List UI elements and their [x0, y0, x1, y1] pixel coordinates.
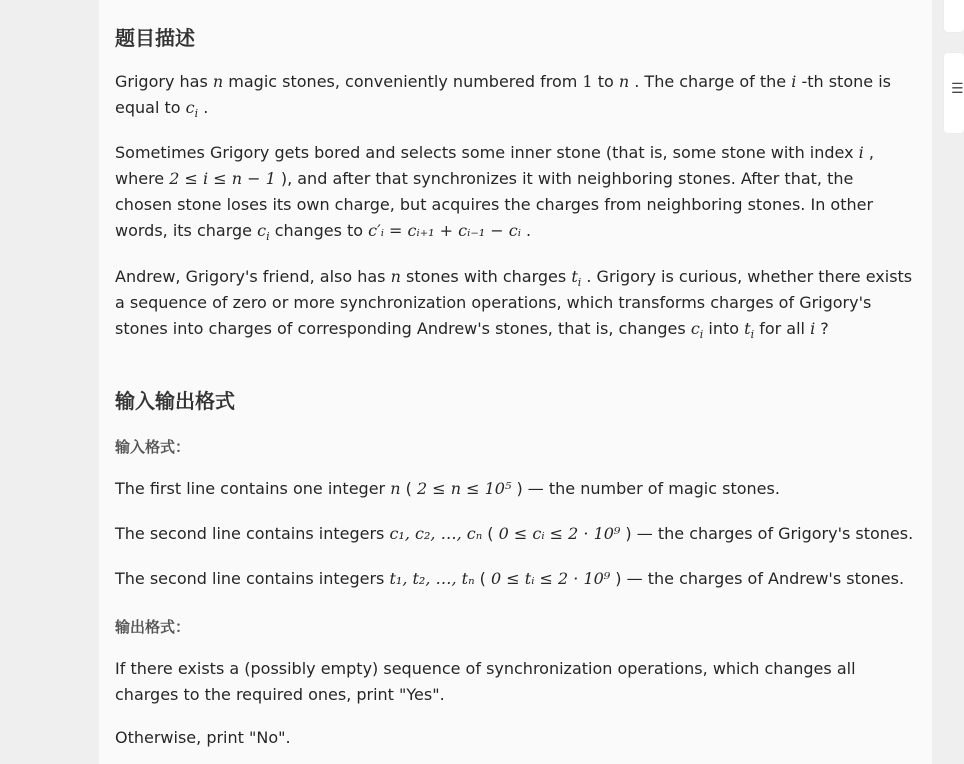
input-line-3: The second line contains integers t₁, t₂, …, tₙ ( 0 ≤ tᵢ ≤ 2 · 10⁹ ) — the charges of Andrew's stones.: [115, 569, 905, 588]
list-icon[interactable]: ☰: [951, 81, 964, 97]
description-paragraph-1: Grigory has n magic stones, conveniently numbered from 1 to n . The charge of the i -th stone is equal to $c_i$ .: [115, 72, 891, 121]
side-widget-top[interactable]: [944, 0, 964, 32]
output-format-subheading: 输出格式：: [115, 618, 191, 636]
description-paragraph-2: Sometimes Grigory gets bored and selects some inner stone (that is, some stone with index i , where 2 ≤ i ≤ n − 1 ), and after that synchronizes it with neighboring stones. After that, the chosen stone loses its own charge, but acquires the charges from neighboring stones. In other words, its charge $c_i$ changes to c′ᵢ = cᵢ₊₁ + cᵢ₋₁ − cᵢ .: [115, 143, 874, 244]
input-line-1: The first line contains one integer n ( 2 ≤ n ≤ 10⁵ ) — the number of magic stones.: [115, 479, 780, 498]
input-format-subheading: 输入格式：: [115, 438, 191, 456]
io-format-heading: 输入输出格式: [115, 389, 235, 413]
input-line-2: The second line contains integers c₁, c₂, …, cₙ ( 0 ≤ cᵢ ≤ 2 · 10⁹ ) — the charges of Grigory's stones.: [115, 524, 914, 543]
output-paragraph-1: If there exists a (possibly empty) sequence of synchronization operations, which changes all charges to the required ones, print "Yes".: [115, 659, 856, 704]
output-paragraph-2: Otherwise, print "No".: [115, 728, 291, 747]
side-widget-toc[interactable]: [944, 53, 964, 133]
problem-card: [99, 0, 932, 764]
description-heading: 题目描述: [115, 26, 195, 50]
description-paragraph-3: Andrew, Grigory's friend, also has n stones with charges $t_i$ . Grigory is curious, whether there exists a sequence of zero or more synchronization operations, which transforms charges of Grigory's stones into charges of corresponding Andrew's stones, that is, changes $c_i$ into $t_i$ for all i ?: [115, 267, 913, 342]
